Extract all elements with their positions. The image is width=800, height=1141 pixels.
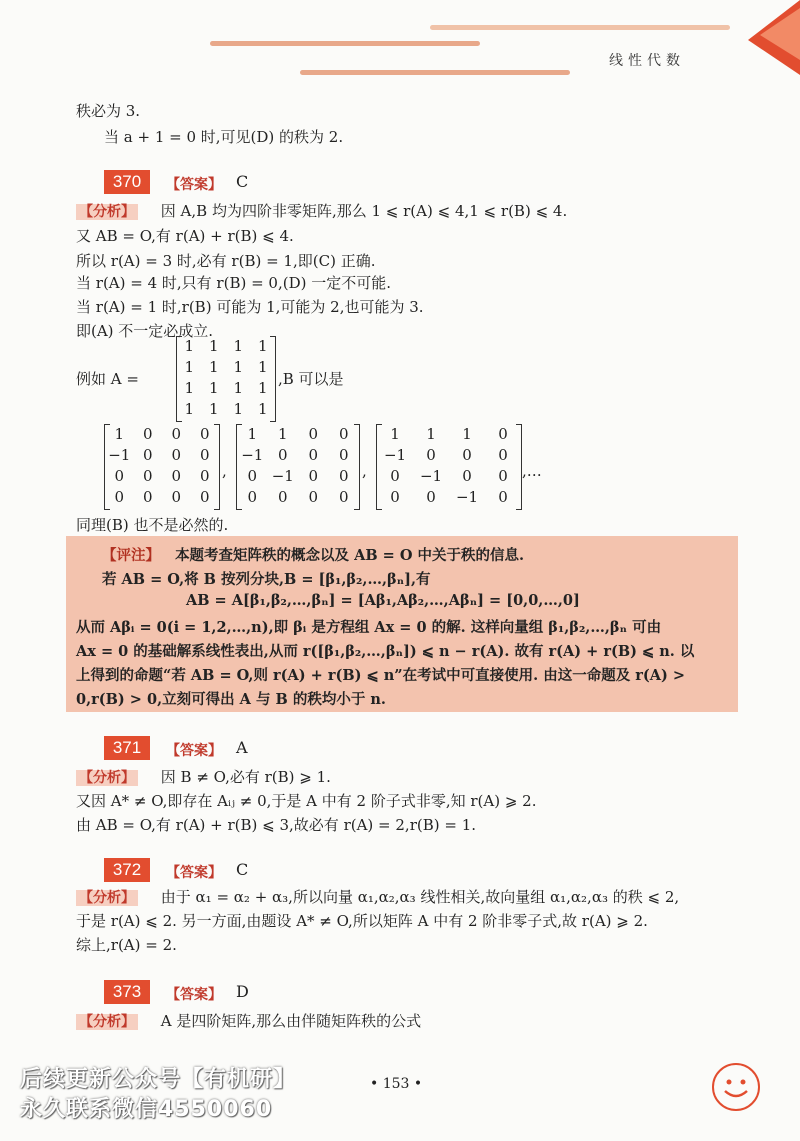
- matrix-cell: 0: [308, 425, 319, 443]
- note-text: 上得到的命题“若 AB = O,则 r(A) + r(B) ⩽ n”在考试中可直接使用. 由这一命题及 r(A) >: [76, 667, 686, 684]
- matrix-cell: 0: [171, 446, 182, 464]
- matrix-cell: 1: [208, 379, 219, 397]
- matrix-row: [377, 487, 521, 508]
- matrix-b1: [104, 424, 220, 510]
- matrix-cell: 0: [171, 467, 182, 485]
- matrix-row: [105, 487, 219, 508]
- matrix-cell: 0: [142, 446, 153, 464]
- matrix-cell: 0: [171, 425, 182, 443]
- question-number-371: 371: [104, 736, 150, 760]
- matrix-cell: −1: [108, 446, 131, 464]
- matrix-cell: 1: [114, 425, 125, 443]
- analysis-text: 综上,r(A) = 2.: [76, 936, 177, 954]
- analysis-row: [76, 1010, 421, 1031]
- matrix-cell: −1: [383, 446, 407, 464]
- matrix-cell: 0: [308, 488, 319, 506]
- analysis-text: 所以 r(A) = 3 时,必有 r(B) = 1,即(C) 正确.: [76, 252, 376, 270]
- answer-label: 【答案】: [166, 987, 222, 1003]
- answer-value: C: [236, 860, 249, 879]
- matrix-cell: 1: [233, 379, 244, 397]
- matrix-cell: 0: [462, 446, 472, 464]
- note-formula: AB = A[β₁,β₂,…,βₙ] = [Aβ₁,Aβ₂,…,Aβₙ] = [0,0,…,0]: [186, 592, 580, 609]
- matrix-cell: 0: [498, 467, 508, 485]
- analysis-text: 于是 r(A) ⩽ 2. 另一方面,由题设 A* ≠ O,所以矩阵 A 中有 2 阶非零子式,故 r(A) ⩾ 2.: [76, 912, 648, 930]
- analysis-text: 即(A) 不一定必成立.: [76, 322, 214, 340]
- matrix-cell: 0: [114, 467, 125, 485]
- ellipsis: ,…: [522, 462, 542, 480]
- corner-decoration: [730, 0, 800, 75]
- header-stripe: [210, 41, 480, 46]
- matrix-cell: 1: [233, 358, 244, 376]
- matrix-cell: 0: [462, 467, 472, 485]
- analysis-label: 【分析】: [76, 1014, 138, 1030]
- analysis-text: 当 r(A) = 1 时,r(B) 可能为 1,可能为 2,也可能为 3.: [76, 298, 424, 316]
- matrix-cell: 1: [208, 337, 219, 355]
- note-text: 从而 Aβᵢ = 0(i = 1,2,…,n),即 βᵢ 是方程组 Ax = 0 的解. 这样向量组 β₁,β₂,…,βₙ 可由: [76, 619, 662, 636]
- intro-line: 秩必为 3.: [76, 102, 141, 120]
- matrix-cell: 1: [390, 425, 400, 443]
- matrix-cell: −1: [419, 467, 443, 485]
- matrix-cell: 0: [142, 488, 153, 506]
- matrix-cell: 0: [498, 425, 508, 443]
- matrix-cell: 0: [426, 446, 436, 464]
- matrix-cell: 1: [233, 337, 244, 355]
- analysis-label: 【分析】: [76, 204, 138, 220]
- analysis-row: [76, 200, 567, 221]
- matrix-cell: 1: [184, 358, 195, 376]
- matrix-cell: 0: [338, 446, 349, 464]
- matrix-row: [237, 445, 359, 466]
- matrix-row: [377, 424, 521, 445]
- matrix-cell: 1: [184, 379, 195, 397]
- matrix-cell: 0: [277, 446, 288, 464]
- answer-value: D: [236, 982, 249, 1001]
- matrix-row: [105, 424, 219, 445]
- matrix-cell: 0: [426, 488, 436, 506]
- separator: ,: [222, 462, 227, 480]
- matrix-cell: 1: [257, 337, 268, 355]
- analysis-row: [76, 886, 679, 907]
- matrix-row: [237, 466, 359, 487]
- answer-label: 【答案】: [166, 743, 222, 759]
- smiley-logo-icon: [712, 1063, 760, 1111]
- matrix-row: [177, 378, 275, 399]
- example-suffix: ,B 可以是: [278, 370, 344, 388]
- note-text: 若 AB = O,将 B 按列分块,B = [β₁,β₂,…,βₙ],有: [102, 571, 431, 588]
- matrix-cell: 1: [208, 358, 219, 376]
- matrix-cell: 1: [277, 425, 288, 443]
- analysis-text: 当 r(A) = 4 时,只有 r(B) = 0,(D) 一定不可能.: [76, 274, 392, 292]
- header-title: 线性代数: [609, 53, 685, 69]
- matrix-cell: 0: [308, 467, 319, 485]
- matrix-cell: 0: [199, 467, 210, 485]
- matrix-b2: [236, 424, 360, 510]
- matrix-row: [237, 424, 359, 445]
- analysis-text: 由于 α₁ = α₂ + α₃,所以向量 α₁,α₂,α₃ 线性相关,故向量组 α₁,α₂,α₃ 的秩 ⩽ 2,: [160, 888, 680, 906]
- note-text: 本题考查矩阵秩的概念以及 AB = O 中关于秩的信息.: [175, 547, 525, 564]
- matrix-a: [176, 336, 276, 422]
- matrix-cell: 0: [114, 488, 125, 506]
- matrix-row: [237, 487, 359, 508]
- analysis-text: 因 B ≠ O,必有 r(B) ⩾ 1.: [160, 768, 331, 786]
- matrix-cell: 0: [199, 446, 210, 464]
- analysis-label: 【分析】: [76, 890, 138, 906]
- matrix-cell: 1: [184, 400, 195, 418]
- matrix-cell: 0: [171, 488, 182, 506]
- matrix-cell: 0: [142, 425, 153, 443]
- answer-value: C: [236, 172, 249, 191]
- header-stripe: [300, 70, 570, 75]
- question-number-372: 372: [104, 858, 150, 882]
- example-prefix: 例如 A =: [76, 370, 139, 388]
- matrix-b3: [376, 424, 522, 510]
- matrix-row: [105, 466, 219, 487]
- note-box: [66, 536, 738, 712]
- analysis-text: 又 AB = O,有 r(A) + r(B) ⩽ 4.: [76, 227, 294, 245]
- matrix-cell: 0: [498, 488, 508, 506]
- matrix-cell: 1: [184, 337, 195, 355]
- watermark-line: 永久联系微信4550060: [20, 1097, 273, 1122]
- matrix-cell: 0: [390, 488, 400, 506]
- note-text: Ax = 0 的基础解系线性表出,从而 r([β₁,β₂,…,βₙ]) ⩽ n − r(A). 故有 r(A) + r(B) ⩽ n. 以: [76, 643, 695, 660]
- matrix-row: [177, 357, 275, 378]
- header-stripe: [430, 25, 730, 30]
- question-number-373: 373: [104, 980, 150, 1004]
- analysis-label: 【分析】: [76, 770, 138, 786]
- question-number-370: 370: [104, 170, 150, 194]
- matrix-row: [177, 399, 275, 420]
- answer-label: 【答案】: [166, 177, 222, 193]
- matrix-row: [177, 336, 275, 357]
- analysis-text: 同理(B) 也不是必然的.: [76, 516, 229, 534]
- matrix-cell: −1: [455, 488, 479, 506]
- note-row: [102, 544, 524, 565]
- answer-label: 【答案】: [166, 865, 222, 881]
- intro-line: 当 a + 1 = 0 时,可见(D) 的秩为 2.: [104, 128, 344, 146]
- matrix-cell: 1: [257, 379, 268, 397]
- matrix-row: [105, 445, 219, 466]
- watermark-line: 后续更新公众号【有机研】: [20, 1067, 297, 1092]
- matrix-cell: 0: [247, 488, 258, 506]
- matrix-cell: 1: [208, 400, 219, 418]
- matrix-row: [377, 445, 521, 466]
- matrix-cell: 1: [233, 400, 244, 418]
- analysis-row: [76, 766, 331, 787]
- matrix-cell: 0: [277, 488, 288, 506]
- note-text: 0,r(B) > 0,立刻可得出 A 与 B 的秩均小于 n.: [76, 691, 386, 708]
- matrix-cell: 1: [426, 425, 436, 443]
- matrix-cell: 1: [257, 400, 268, 418]
- matrix-cell: 1: [462, 425, 472, 443]
- matrix-cell: 0: [199, 488, 210, 506]
- matrix-cell: 1: [257, 358, 268, 376]
- matrix-cell: −1: [271, 467, 294, 485]
- answer-value: A: [236, 738, 248, 757]
- matrix-cell: 0: [308, 446, 319, 464]
- matrix-cell: 0: [390, 467, 400, 485]
- analysis-text: 又因 A* ≠ O,即存在 Aᵢⱼ ≠ 0,于是 A 中有 2 阶子式非零,知 r(A) ⩾ 2.: [76, 792, 537, 810]
- matrix-cell: 0: [199, 425, 210, 443]
- matrix-cell: 0: [498, 446, 508, 464]
- note-label: 【评注】: [102, 548, 160, 564]
- matrix-cell: 0: [142, 467, 153, 485]
- matrix-cell: 1: [247, 425, 258, 443]
- analysis-text: 由 AB = O,有 r(A) + r(B) ⩽ 3,故必有 r(A) = 2,r(B) = 1.: [76, 816, 477, 834]
- analysis-text: A 是四阶矩阵,那么由伴随矩阵秩的公式: [160, 1012, 422, 1030]
- matrix-cell: 0: [338, 425, 349, 443]
- separator: ,: [362, 462, 367, 480]
- page-number: • 153 •: [370, 1076, 423, 1092]
- analysis-text: 因 A,B 均为四阶非零矩阵,那么 1 ⩽ r(A) ⩽ 4,1 ⩽ r(B) ⩽ 4.: [160, 202, 568, 220]
- matrix-cell: −1: [241, 446, 264, 464]
- matrix-cell: 0: [338, 488, 349, 506]
- matrix-cell: 0: [338, 467, 349, 485]
- matrix-row: [377, 466, 521, 487]
- matrix-cell: 0: [247, 467, 258, 485]
